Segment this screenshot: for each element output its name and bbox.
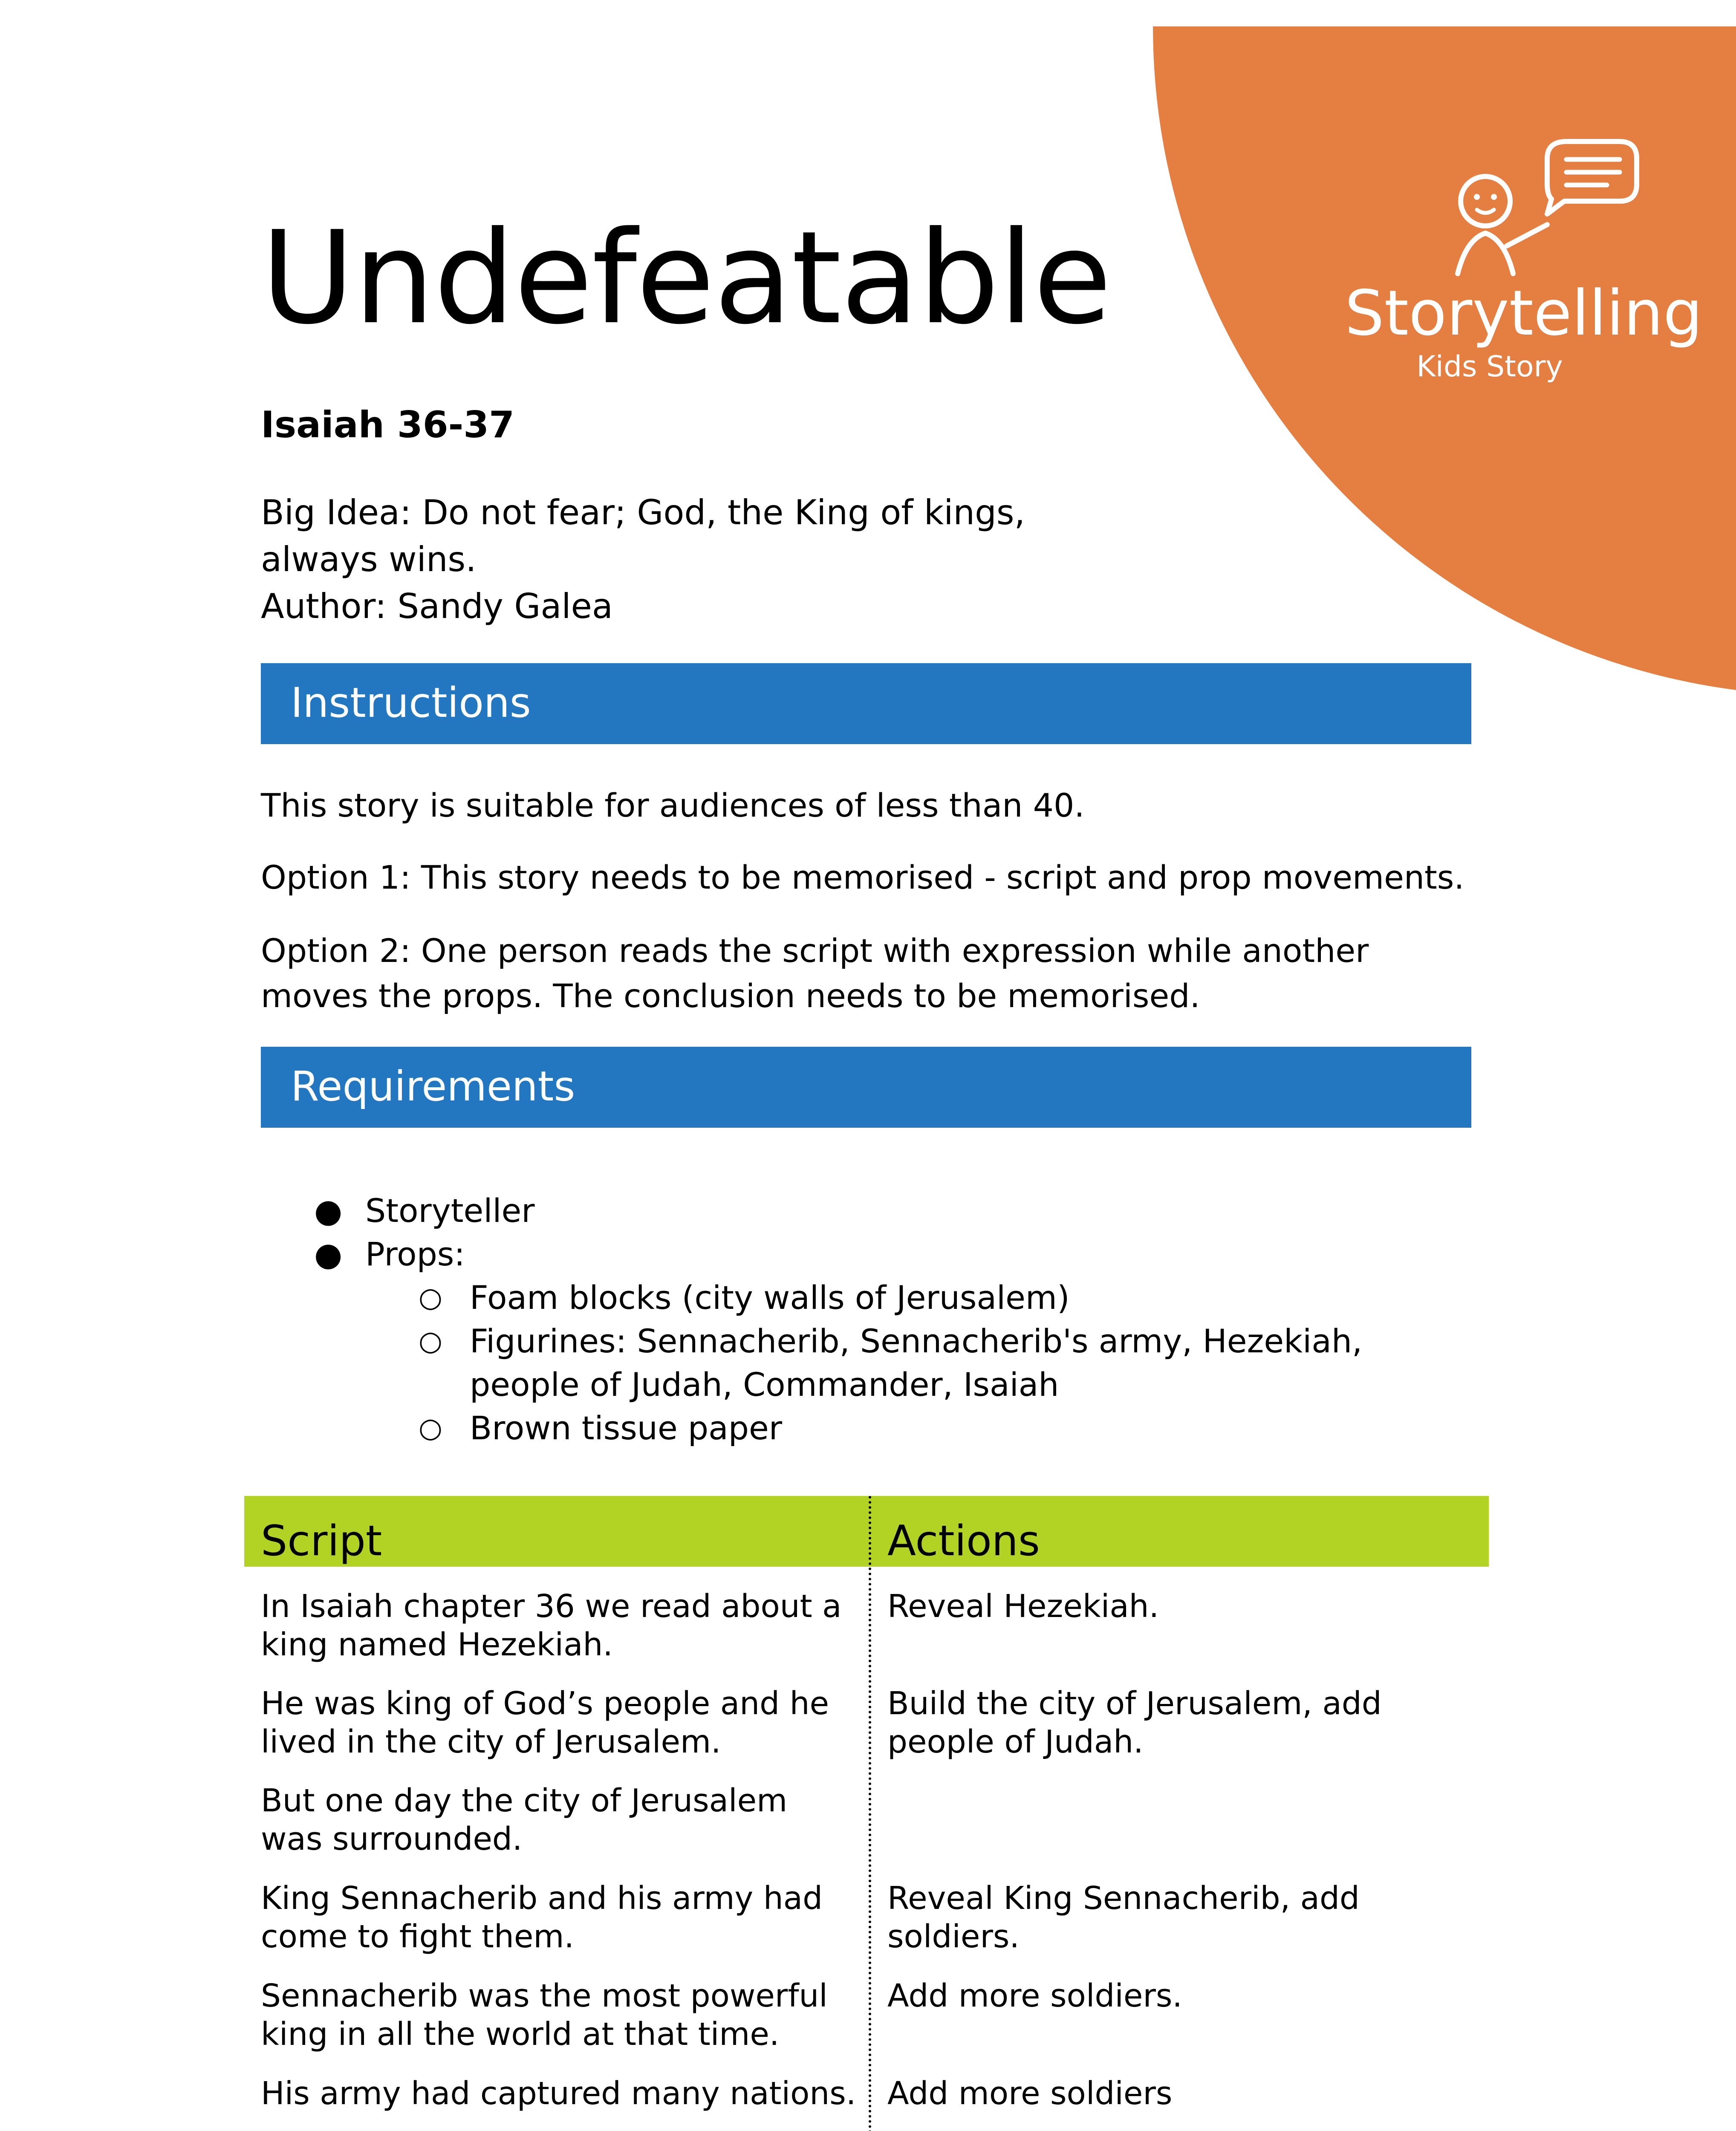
hollow-bullet-icon: ○: [419, 1412, 442, 1444]
list-subitem-label: Foam blocks (city walls of Jerusalem): [470, 1279, 1070, 1317]
requirements-list: [261, 1189, 1480, 1450]
action-cell: Add more soldiers: [887, 2075, 1173, 2112]
column-header-actions: Actions: [887, 1517, 1040, 1565]
column-header-script: Script: [261, 1517, 382, 1565]
script-cell: Sennacherib was the most powerful king in all the world at that time.: [261, 1978, 828, 2053]
instructions-paragraph: Option 2: One person reads the script with expression while another moves the props. The conclusion needs to be memorised.: [261, 932, 1369, 1015]
list-item: [261, 1189, 1480, 1233]
hollow-bullet-icon: ○: [419, 1282, 442, 1314]
bullet-icon: ●: [314, 1235, 343, 1273]
instructions-paragraph: This story is suitable for audiences of less than 40.: [261, 786, 1085, 824]
bullet-icon: ●: [314, 1192, 343, 1230]
list-item-label: Storyteller: [365, 1192, 535, 1230]
script-cell: His army had captured many nations.: [261, 2075, 856, 2112]
script-table-header: [244, 1496, 1489, 1567]
action-cell: Reveal Hezekiah.: [887, 1588, 1159, 1625]
author: Author: Sandy Galea: [261, 586, 613, 626]
badge-subtitle: Kids Story: [1416, 350, 1563, 384]
list-item-label: Props:: [365, 1235, 465, 1273]
list-subitem-label: Brown tissue paper: [470, 1409, 782, 1447]
list-subitem: [261, 1320, 1480, 1406]
script-cell: But one day the city of Jerusalem was surrounded.: [261, 1782, 788, 1857]
requirements-heading: Requirements: [291, 1063, 575, 1110]
list-subitem: [261, 1406, 1480, 1450]
list-subitem: [261, 1276, 1480, 1320]
badge-title: Storytelling: [1345, 277, 1703, 349]
hollow-bullet-icon: ○: [419, 1325, 442, 1357]
list-item: [261, 1233, 1480, 1276]
instructions-paragraph: Option 1: This story needs to be memorised - script and prop movements.: [261, 858, 1464, 896]
action-cell: Build the city of Jerusalem, add people of Judah.: [887, 1685, 1382, 1760]
action-cell: Add more soldiers.: [887, 1978, 1182, 2014]
big-idea: Big Idea: Do not fear; God, the King of kings, always wins.: [261, 493, 1025, 579]
instructions-header: [261, 663, 1471, 744]
script-cell: He was king of God’s people and he lived in the city of Jerusalem.: [261, 1685, 829, 1760]
instructions-heading: Instructions: [291, 679, 531, 727]
list-subitem-label: Figurines: Sennacherib, Sennacherib's army, Hezekiah, people of Judah, Commander, Isaiah: [470, 1322, 1363, 1403]
scripture-reference: Isaiah 36-37: [261, 404, 514, 446]
script-cell: King Sennacherib and his army had come to fight them.: [261, 1880, 823, 1955]
requirements-header: [261, 1047, 1471, 1128]
script-cell: In Isaiah chapter 36 we read about a king named Hezekiah.: [261, 1588, 842, 1663]
action-cell: Reveal King Sennacherib, add soldiers.: [887, 1880, 1360, 1955]
column-divider: [869, 1496, 871, 2131]
storytelling-badge: [1153, 26, 1736, 692]
story-title: Undefeatable: [261, 204, 1111, 352]
